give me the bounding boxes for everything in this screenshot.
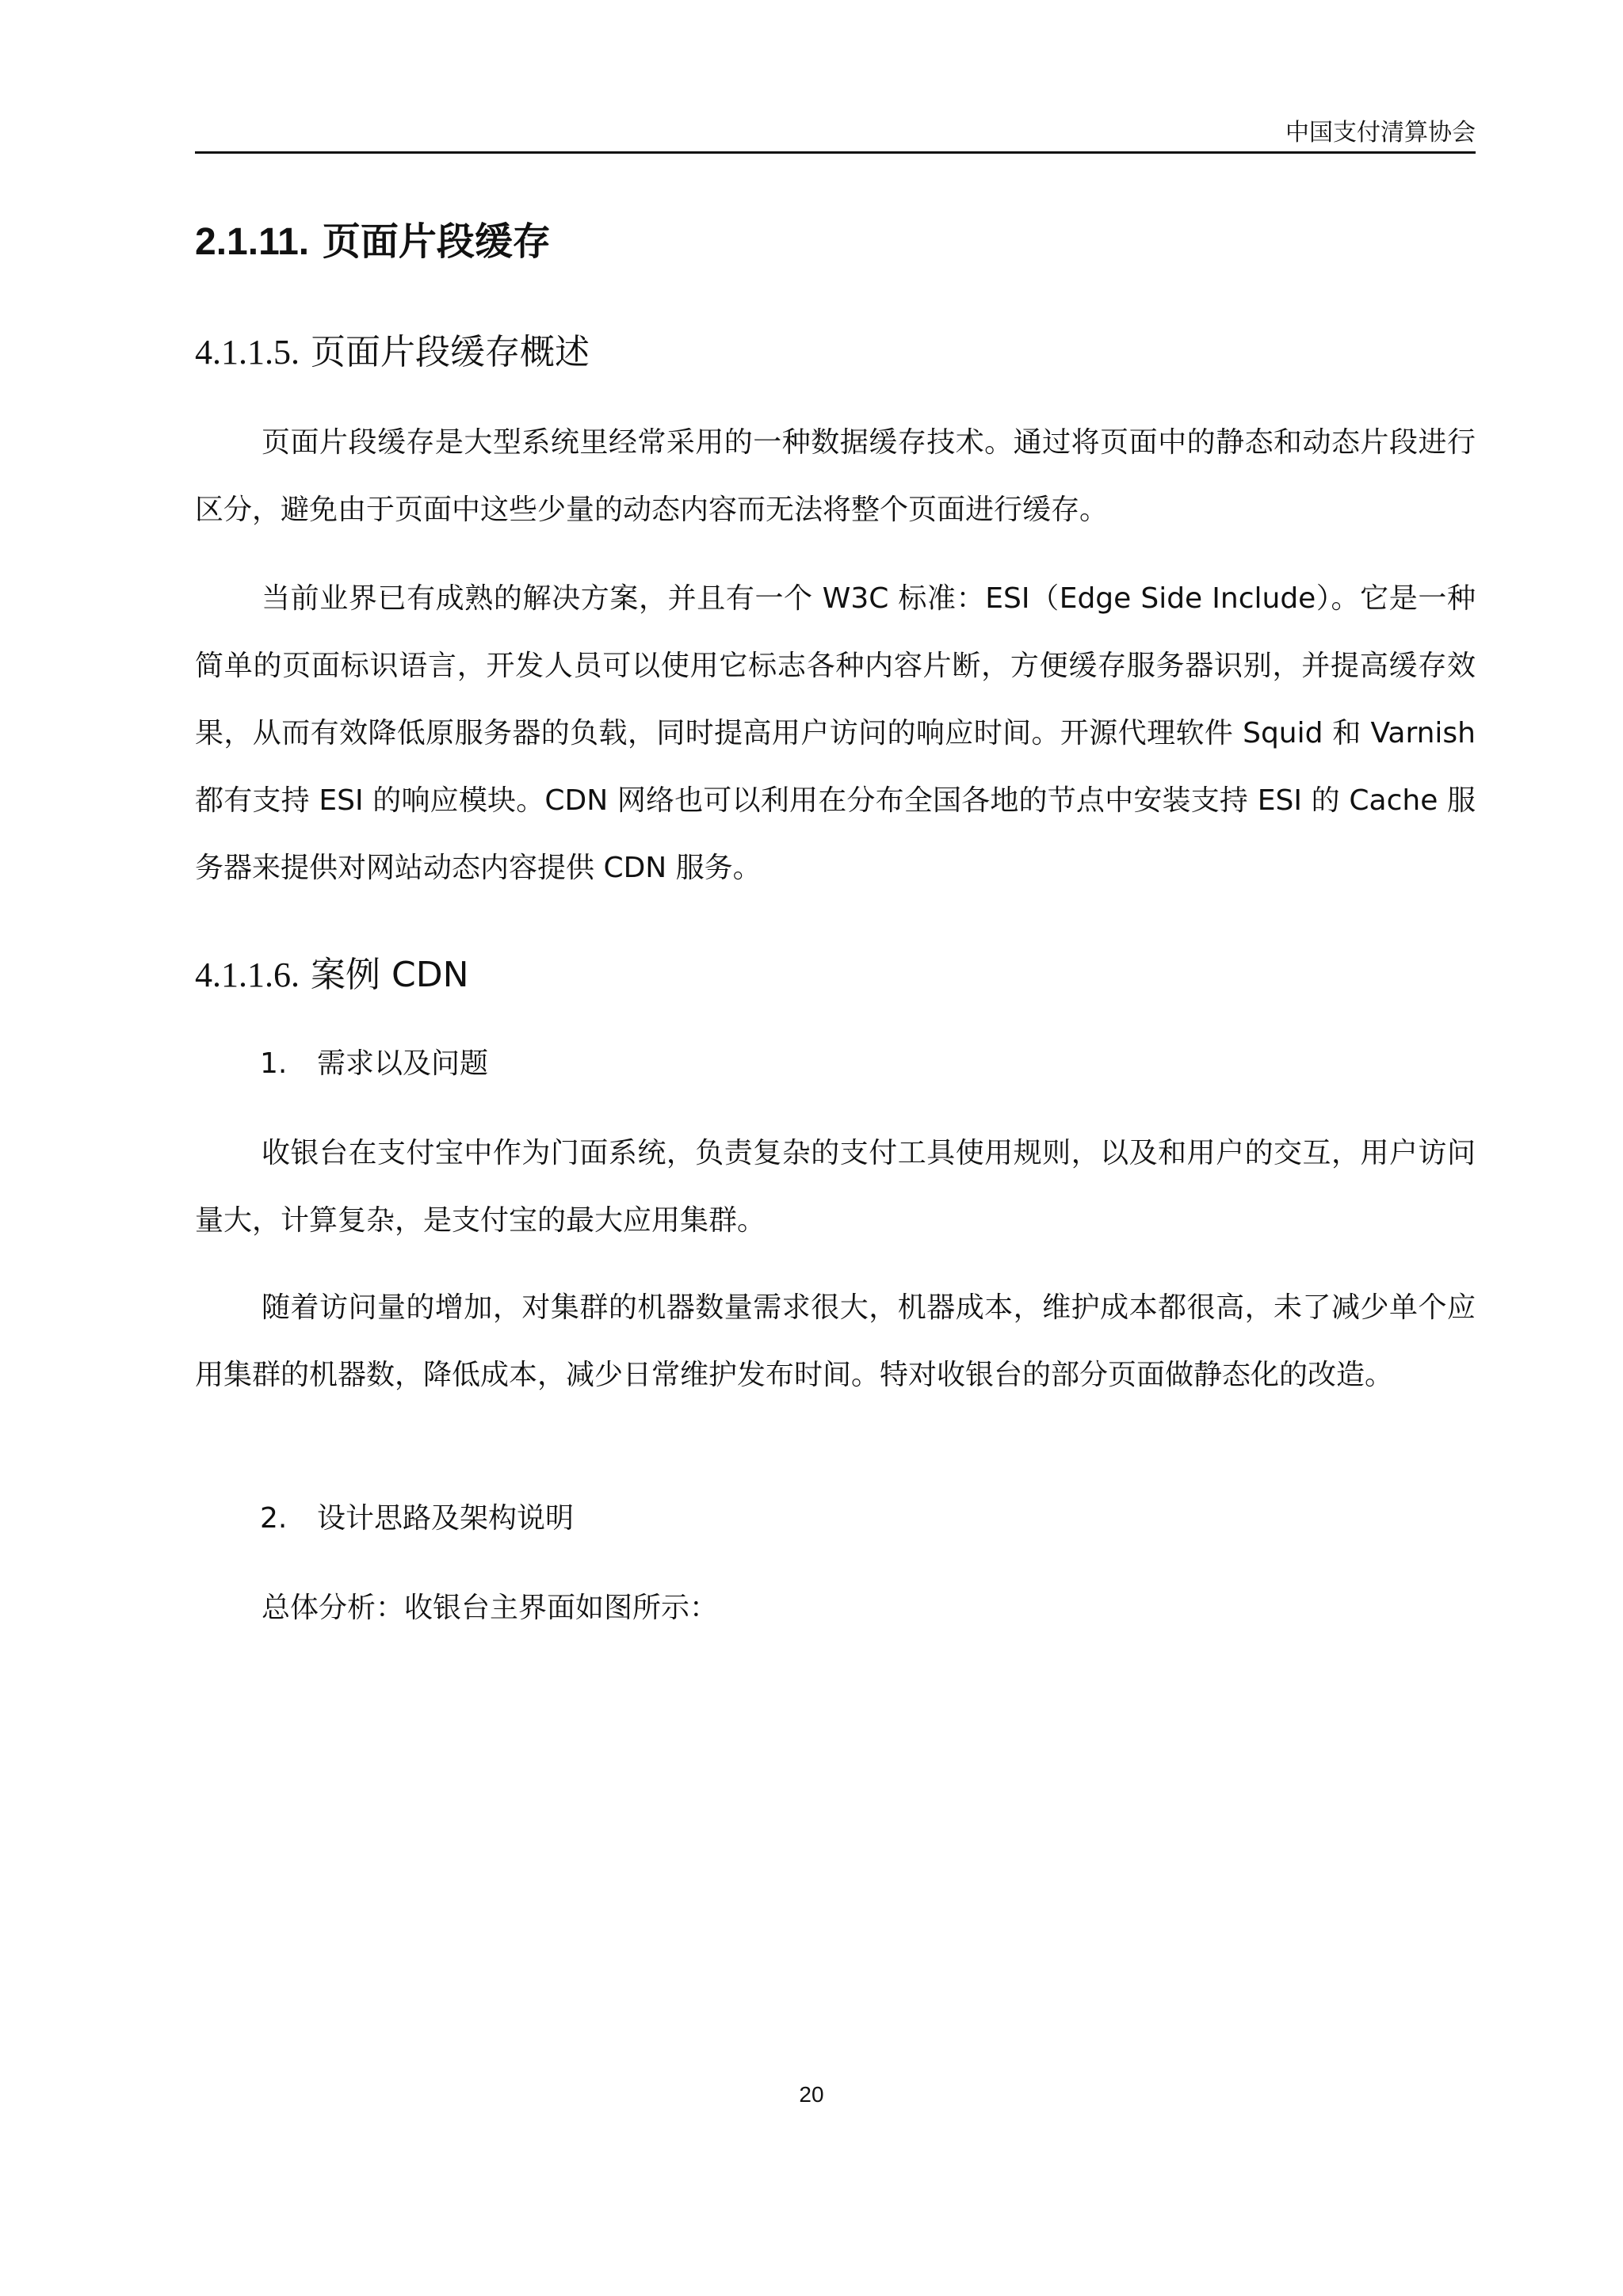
section-title: 页面片段缓存 [322,219,551,264]
paragraph-overall-analysis: 总体分析：收银台主界面如图所示： [262,1592,719,1624]
page-number: 20 [799,2082,824,2107]
section-heading [195,215,551,269]
subsection-title: 页面片段缓存概述 [311,332,590,372]
subsection-number: 4.1.1.6. [195,955,300,994]
subsection-heading-overview [195,328,590,377]
paragraph-cashier-intro: 收银台在支付宝中作为门面系统，负责复杂的支付工具使用规则，以及和用户的交互，用户访问量大，计算复杂，是支付宝的最大应用集群。 [195,1137,1476,1237]
list-marker: 2. [260,1502,288,1535]
section-number: 2.1.11. [195,221,310,263]
header-org-name: 中国支付清算协会 [1285,119,1476,147]
paragraph-overview-intro: 页面片段缓存是大型系统里经常采用的一种数据缓存技术。通过将页面中的静态和动态片段进行区分，避免由于页面中这些少量的动态内容而无法将整个页面进行缓存。 [195,426,1476,526]
paragraph-esi-description: 当前业界已有成熟的解决方案，并且有一个 W3C 标准：ESI（Edge Side Include）。它是一种简单的页面标识语言，开发人员可以使用它标志各种内容片断，方便缓存服务器识别，并提高缓存效果，从而有效降低原服务器的负载，同时提高用户访问的响应时间。开源代理软件 Squid 和 Varnish 都有支持 ESI 的响应模块。CDN 网络也可以利用在分布全国各地的节点中安装支持 ESI 的 Cache 服务器来提供对网站动态内容提供 CDN 服务。 [195,582,1476,884]
subsection-title: 案例 CDN [311,955,469,995]
list-item-design [260,1495,574,1543]
list-marker: 1. [260,1047,288,1080]
list-item-text: 需求以及问题 [317,1047,489,1080]
paragraph-cost-motivation: 随着访问量的增加，对集群的机器数量需求很大，机器成本，维护成本都很高，未了减少单个应用集群的机器数，降低成本，减少日常维护发布时间。特对收银台的部分页面做静态化的改造。 [195,1291,1476,1391]
list-item-requirements [260,1040,488,1088]
header-divider [195,151,1476,154]
list-item-text: 设计思路及架构说明 [317,1502,575,1535]
subsection-number: 4.1.1.5. [195,333,300,372]
subsection-heading-cdn-case [195,951,469,1000]
